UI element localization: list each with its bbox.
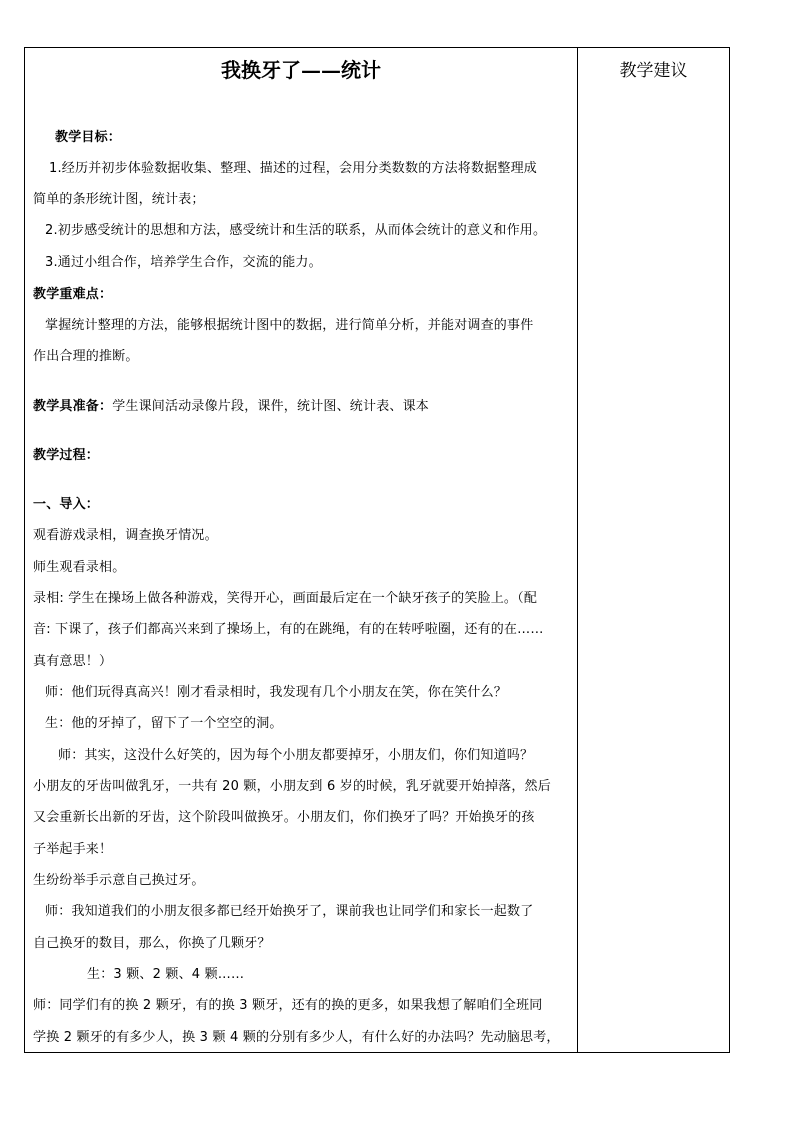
- text-line: 录相: 学生在操场上做各种游戏，笑得开心，画面最后定在一个缺牙孩子的笑脸上。（配: [33, 591, 538, 606]
- page-title: 我换牙了——统计: [221, 58, 381, 82]
- section-heading-key-points: 教学重难点：: [33, 287, 113, 302]
- section-heading-materials: 教学具准备：: [33, 399, 113, 414]
- teaching-suggestions-column: [578, 48, 729, 1052]
- lesson-content-column: [25, 48, 577, 1052]
- text-line: 掌握统计整理的方法，能够根据统计图中的数据，进行简单分析，并能对调查的事件: [45, 318, 534, 333]
- text-line: 师：我知道我们的小朋友很多都已经开始换牙了，课前我也让同学们和家长一起数了: [45, 904, 534, 919]
- text-line: 作出合理的推断。: [33, 349, 139, 364]
- text-line: 师：同学们有的换 2 颗牙，有的换 3 颗牙，还有的换的更多，如果我想了解咱们全班同: [33, 998, 543, 1013]
- text-line: 师生观看录相。: [33, 560, 126, 575]
- text-line: 师：他们玩得真高兴！刚才看录相时，我发现有几个小朋友在笑，你在笑什么？: [45, 685, 508, 700]
- text-line: 学换 2 颗牙的有多少人，换 3 颗 4 颗的分别有多少人，有什么好的办法吗？先动脑思考，: [33, 1030, 560, 1045]
- text-line: 生纷纷举手示意自己换过牙。: [33, 873, 205, 888]
- text-line: 简单的条形统计图，统计表；: [33, 192, 205, 207]
- materials-line: [33, 398, 573, 416]
- text-line: 真有意思！）: [33, 654, 113, 669]
- materials-text: 学生课间活动录像片段，课件，统计图、统计表、课本: [112, 399, 430, 414]
- text-line: 又会重新长出新的牙齿，这个阶段叫做换牙。小朋友们，你们换牙了吗？开始换牙的孩: [33, 810, 535, 825]
- section-heading-goals: 教学目标：: [55, 130, 122, 145]
- text-line: 自己换牙的数目，那么，你换了几颗牙？: [33, 936, 271, 951]
- text-line: 音: 下课了，孩子们都高兴来到了操场上，有的在跳绳，有的在转呼啦圈，还有的在……: [33, 622, 544, 637]
- teaching-suggestions-header: 教学建议: [619, 61, 688, 81]
- section-heading-process: 教学过程：: [33, 448, 100, 463]
- text-line: 小朋友的牙齿叫做乳牙，一共有 20 颗，小朋友到 6 岁的时候，乳牙就要开始掉落，然后: [33, 779, 551, 794]
- text-line: 观看游戏录相，调查换牙情况。: [33, 528, 218, 543]
- text-line: 子举起手来！: [33, 842, 113, 857]
- text-line: 生：他的牙掉了，留下了一个空空的洞。: [45, 716, 283, 731]
- text-line: 3.通过小组合作，培养学生合作，交流的能力。: [45, 255, 322, 270]
- text-line: 1.经历并初步体验数据收集、整理、描述的过程，会用分类数数的方法将数据整理成: [49, 161, 538, 176]
- text-line: 师：其实，这没什么好笑的，因为每个小朋友都要掉牙，小朋友们，你们知道吗？: [58, 748, 534, 763]
- lesson-plan-table: [24, 47, 730, 1053]
- section-heading-intro: 一、导入：: [33, 497, 100, 512]
- text-line: 生：3 颗、2 颗、4 颗……: [87, 967, 245, 982]
- text-line: 2.初步感受统计的思想和方法，感受统计和生活的联系，从而体会统计的意义和作用。: [45, 223, 547, 238]
